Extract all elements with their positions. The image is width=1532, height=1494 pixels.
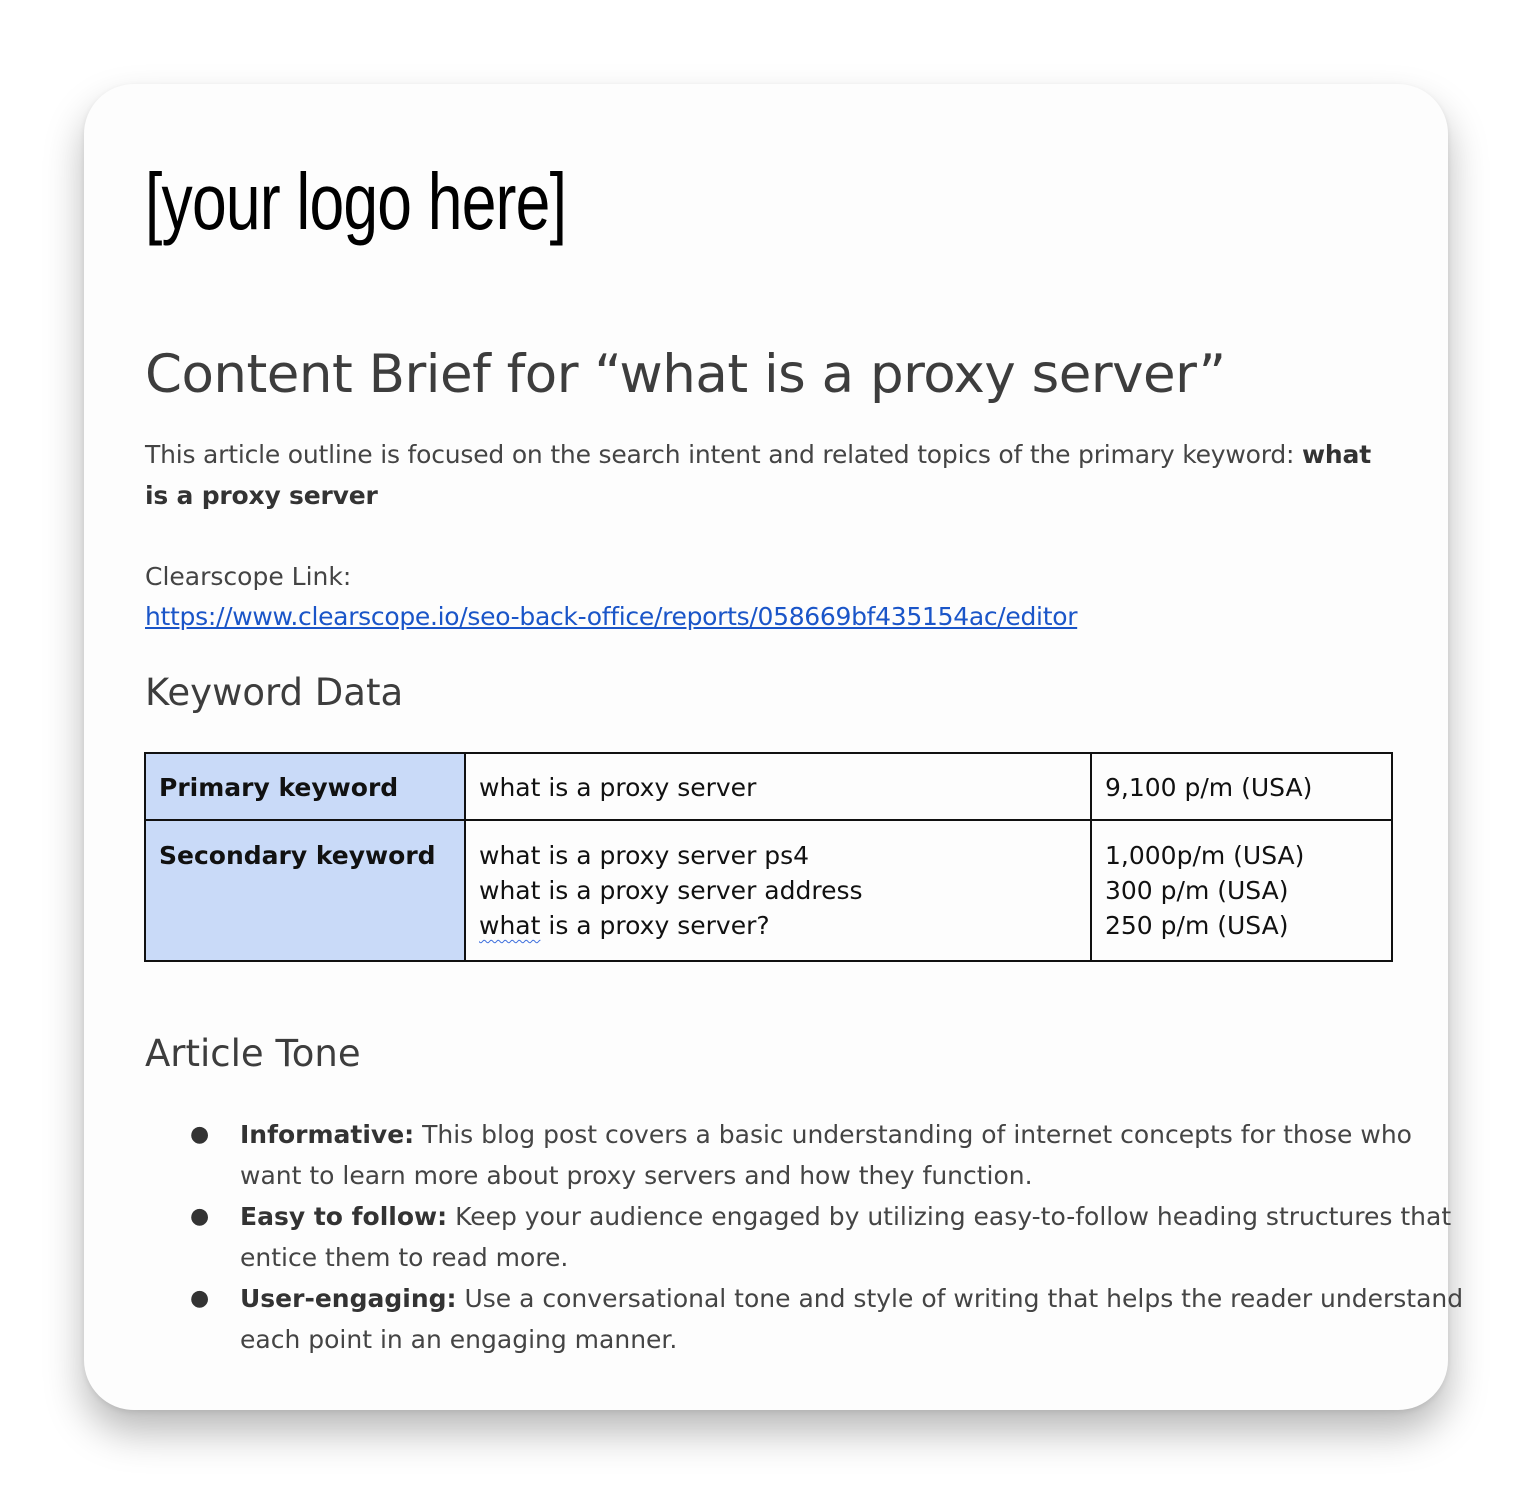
intro-paragraph <box>145 434 1395 516</box>
page-title: Content Brief for “what is a proxy server” <box>145 344 1226 405</box>
document-card <box>84 84 1464 1410</box>
list-item <box>190 1196 1470 1278</box>
table-row-secondary <box>145 820 1392 961</box>
tone-label: Easy to follow: <box>240 1202 448 1231</box>
tone-label: User-engaging: <box>240 1284 457 1313</box>
tone-text: Use a conversational tone and style of writing that helps the reader understand each point in an engaging manner. <box>240 1284 1464 1354</box>
clearscope-label: Clearscope Link: <box>145 562 352 591</box>
primary-keyword-terms <box>465 753 1091 820</box>
term-rest: is a proxy server? <box>540 911 770 940</box>
primary-keyword-label: Primary keyword <box>145 753 465 820</box>
bullet-icon: ● <box>190 1122 210 1147</box>
tone-text: Keep your audience engaged by utilizing easy-to-follow heading structures that entice them to read more. <box>240 1202 1452 1272</box>
intro-text: This article outline is focused on the search intent and related topics of the primary keyword: <box>145 440 1303 469</box>
article-tone-list <box>145 1114 1470 1360</box>
clearscope-link[interactable]: https://www.clearscope.io/seo-back-office/reports/058669bf435154ac/editor <box>145 602 1078 631</box>
list-item <box>190 1278 1470 1360</box>
intro-keyword: what is a proxy server <box>145 440 1371 510</box>
keyword-volume: 300 p/m (USA) <box>1105 876 1289 905</box>
keyword-volume: 1,000p/m (USA) <box>1105 841 1305 870</box>
keyword-volume: 9,100 p/m (USA) <box>1105 773 1313 802</box>
spellcheck-word: what <box>479 911 541 940</box>
table-row-primary <box>145 753 1392 820</box>
article-tone-heading: Article Tone <box>145 1032 361 1075</box>
keyword-table <box>144 752 1393 962</box>
keyword-term: what is a proxy server address <box>479 876 863 905</box>
tone-text: This blog post covers a basic understanding of internet concepts for those who want to learn more about proxy servers and how they function. <box>240 1120 1412 1190</box>
bullet-icon: ● <box>190 1286 210 1311</box>
primary-keyword-volume <box>1091 753 1392 820</box>
keyword-term: what is a proxy server ps4 <box>479 841 810 870</box>
keyword-volume: 250 p/m (USA) <box>1105 911 1289 940</box>
bullet-icon: ● <box>190 1204 210 1229</box>
keyword-data-heading: Keyword Data <box>145 671 404 714</box>
secondary-keyword-volumes <box>1091 820 1392 961</box>
secondary-keyword-terms <box>465 820 1091 961</box>
tone-label: Informative: <box>240 1120 415 1149</box>
keyword-term <box>479 908 1077 943</box>
logo-placeholder: [your logo here] <box>145 157 567 246</box>
secondary-keyword-label: Secondary keyword <box>145 820 465 961</box>
keyword-term: what is a proxy server <box>479 773 757 802</box>
list-item <box>190 1114 1470 1196</box>
